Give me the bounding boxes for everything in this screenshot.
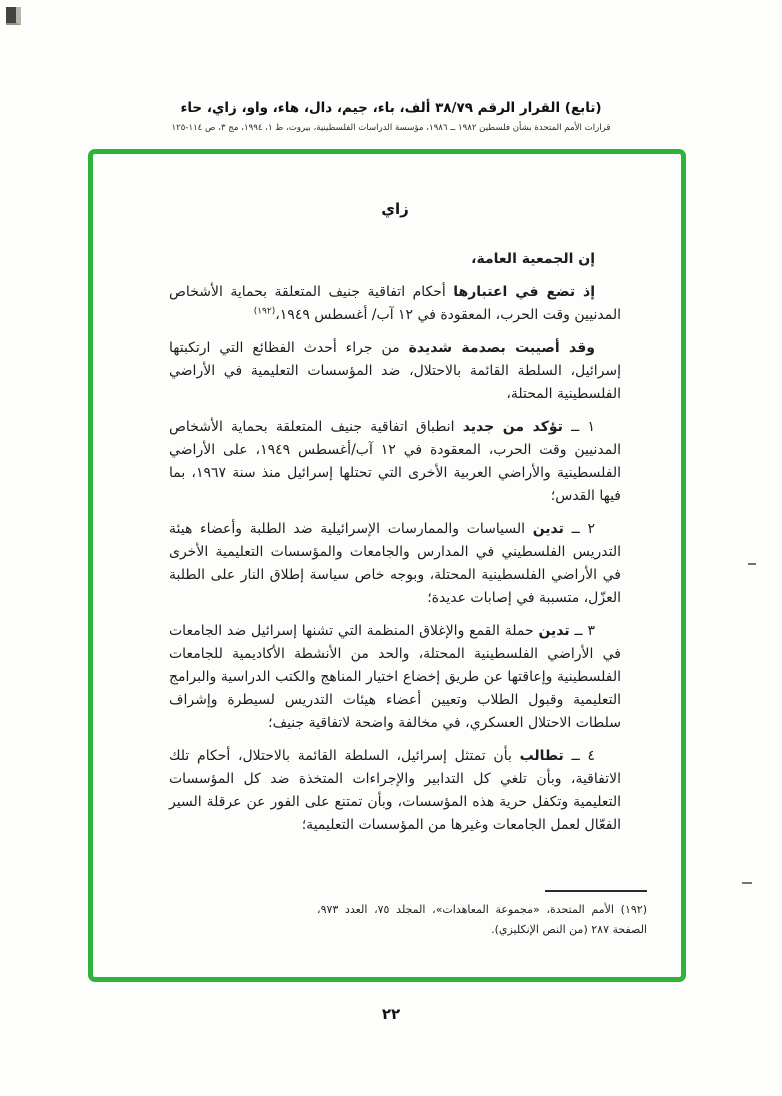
paragraph-lead: وقد أصيبت بصدمة شديدة	[408, 340, 595, 356]
item-1	[169, 416, 621, 508]
paragraph-lead: تدين	[538, 623, 570, 639]
highlight-frame	[88, 149, 686, 982]
paragraph-number: ٢ ــ	[563, 521, 595, 537]
paragraph-lead: تدين	[532, 521, 564, 537]
scan-speck	[742, 882, 752, 884]
document-content	[93, 154, 681, 977]
paragraph-lead: تؤكد من جديد	[462, 419, 563, 435]
paragraph-lead: إذ تضع في اعتبارها	[453, 284, 595, 300]
scan-speck	[748, 563, 756, 565]
footnote-ref: (١٩٢)	[253, 306, 276, 317]
paragraph-lead: تطالب	[519, 748, 564, 764]
footnote: (١٩٢) الأمم المتحدة، «مجموعة المعاهدات»، المجلد ٧٥، العدد ٩٧٣، الصفحة ٢٨٧ (من النص الإنكليزي).	[317, 903, 647, 936]
paragraph-number: ١ ــ	[562, 419, 595, 435]
paragraph-number: ٣ ــ	[569, 623, 595, 639]
para-shocked	[169, 337, 621, 406]
section-title: زاي	[381, 200, 409, 218]
paragraph-text: من جراء أحدث الفظائع التي ارتكبتها إسرائيل، السلطة القائمة بالاحتلال، ضد المؤسسات التعليمية في الأراضي الفلسطينية المحتلة،	[169, 340, 621, 402]
item-3	[169, 620, 621, 735]
paragraph-text: انطباق اتفاقية جنيف المتعلقة بحماية الأشخاص المدنيين وقت الحرب، المعقودة في ١٢ آب/أغسطس ١٩٤٩، على الأراضي الفلسطينية والأراضي العربية الأخرى التي تحتلها إسرائيل منذ سنة ١٩٦٧، بما فيها القدس؛	[169, 419, 621, 504]
paragraph-text: السياسات والممارسات الإسرائيلية ضد الطلبة وأعضاء هيئة التدريس الفلسطيني في المدارس والجامعات والمؤسسات التعليمية الأخرى في الأراضي الفلسطينية المحتلة، وبوجه خاص سياسة إطلاق النار على الطلبة العزّل، متسببة في إصابات عديدة؛	[169, 521, 621, 606]
page-number: ٢٢	[381, 1005, 401, 1023]
paragraph-text: حملة القمع والإغلاق المنظمة التي تشنها إسرائيل ضد الجامعات في الأراضي الفلسطينية المحتلة، والحد من الأنشطة الأكاديمية للجامعات الفلسطينية وإعاقتها عن طريق إخضاع اختيار المناهج والكتب الدراسية والبرامج التعليمية وقبول الطلاب وتعيين أعضاء هيئات التدريس لسيطرة وإشراف سلطات الاحتلال العسكري، في مخالفة واضحة لاتفاقية جنيف؛	[169, 623, 621, 731]
para-considering	[169, 281, 621, 327]
source-citation: قرارات الأمم المتحدة بشأن فلسطين ١٩٨٢ ــ ١٩٨٦، مؤسسة الدراسات الفلسطينية، بيروت، ط ١، ١٩٩٤، مج ٣، ص ١١٤-١٢٥	[171, 123, 611, 133]
paragraph-lead: إن الجمعية العامة،	[471, 251, 595, 267]
item-4	[169, 745, 621, 837]
scan-artifact	[6, 7, 21, 25]
para-assembly	[169, 248, 621, 271]
footnote-separator	[545, 890, 647, 892]
footnote-area	[169, 890, 647, 939]
paragraph-text: أحكام اتفاقية جنيف المتعلقة بحماية الأشخاص المدنيين وقت الحرب، المعقودة في ١٢ آب/ أغسطس ١٩٤٩،	[169, 284, 621, 323]
resolution-title: (تابع) القرار الرقم ٣٨/٧٩ ألف، باء، جيم، دال، هاء، واو، زاي، حاء	[180, 100, 602, 116]
paragraph-text: بأن تمتثل إسرائيل، السلطة القائمة بالاحتلال، أحكام تلك الاتفاقية، وبأن تلغي كل التدابير والإجراءات المتخذة ضد كل المؤسسات التعليمية وتكفل حرية هذه المؤسسات، وبأن تمتنع على الفور عن عرقلة السير الفعّال لعمل الجامعات وغيرها من المؤسسات التعليمية؛	[169, 748, 621, 833]
page-header	[0, 100, 782, 133]
item-2	[169, 518, 621, 610]
paragraph-number: ٤ ــ	[563, 748, 595, 764]
